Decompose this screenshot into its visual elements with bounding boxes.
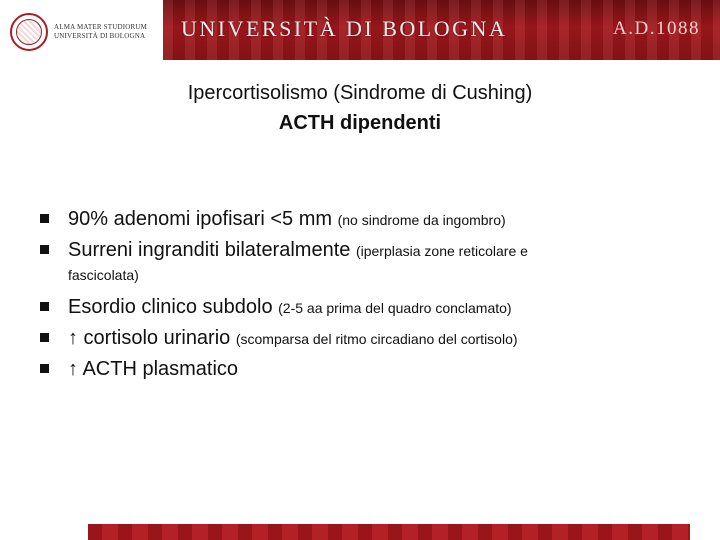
bullet-detail-continuation: fascicolata): [68, 267, 139, 283]
bullet-main: Surreni ingranditi bilateralmente: [68, 239, 351, 261]
bullet-square-icon: [40, 364, 49, 373]
bullet-detail: (scomparsa del ritmo circadiano del cortisolo): [235, 331, 518, 347]
bullet-item: [40, 204, 700, 235]
bullet-square-icon: [40, 302, 49, 311]
slide-title: [0, 78, 720, 138]
bullet-square-icon: [40, 214, 49, 223]
bullet-square-icon: [40, 245, 49, 254]
university-logo: [10, 8, 160, 56]
bullet-item: [40, 292, 700, 323]
bullet-detail: (no sindrome da ingombro): [337, 212, 506, 228]
banner-title: UNIVERSITÀ DI BOLOGNA: [181, 16, 508, 41]
bullet-main: Esordio clinico subdolo: [68, 296, 273, 318]
bullet-item: [40, 354, 700, 384]
logo-line-1: ALMA MATER STUDIORUM: [54, 23, 148, 31]
bullet-main: 90% adenomi ipofisari <5 mm: [68, 208, 333, 230]
bullet-detail: (iperplasia zone reticolare e: [355, 243, 528, 259]
title-line-2: ACTH dipendenti: [278, 112, 442, 134]
title-line-1: Ipercortisolismo (Sindrome di Cushing): [187, 82, 533, 104]
bullet-item: [40, 235, 700, 292]
bullet-main: ↑ ACTH plasmatico: [68, 358, 239, 380]
banner-year: A.D.1088: [613, 18, 700, 39]
university-seal-icon: [10, 13, 48, 51]
logo-line-2: UNIVERSITÀ DI BOLOGNA: [54, 32, 146, 40]
bullet-main: ↑ cortisolo urinario: [68, 327, 231, 349]
header-banner: [163, 0, 720, 60]
bullet-square-icon: [40, 333, 49, 342]
bullet-list: [40, 204, 700, 384]
bullet-item: [40, 323, 700, 354]
logo-text: [54, 23, 147, 41]
bullet-detail: (2-5 aa prima del quadro conclamato): [278, 300, 512, 316]
header: [0, 0, 720, 64]
footer-banner: [88, 524, 690, 540]
